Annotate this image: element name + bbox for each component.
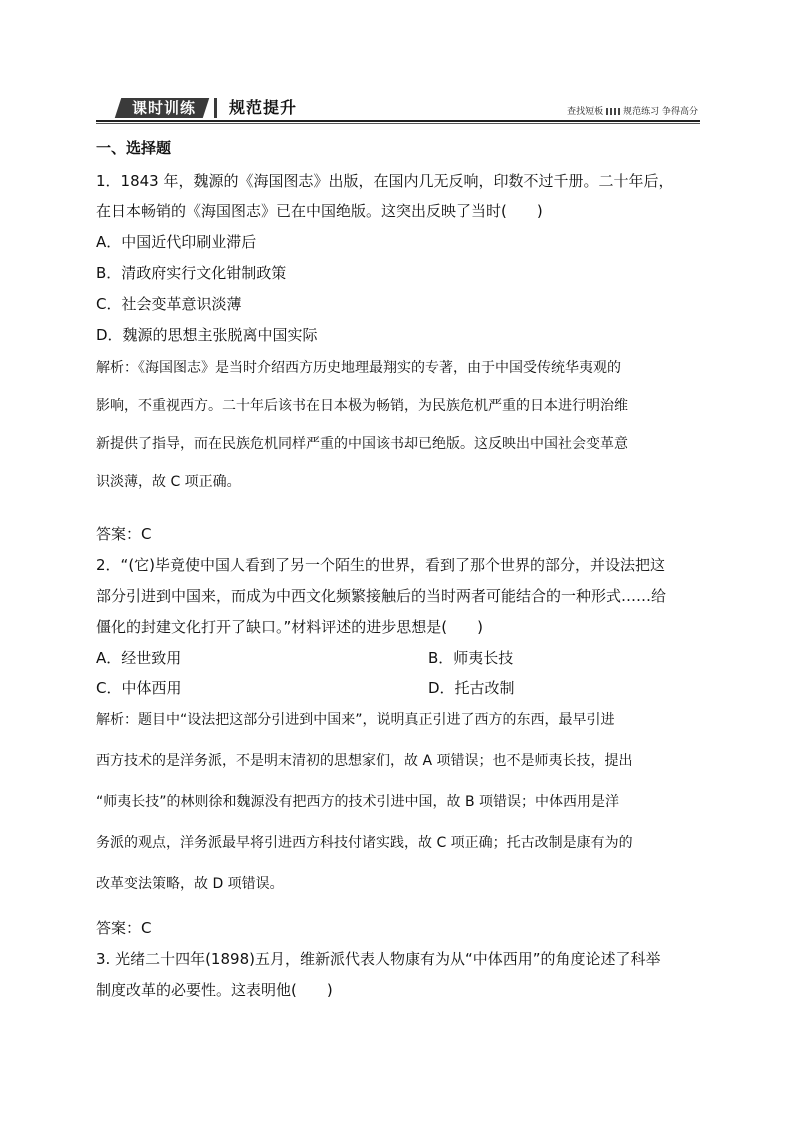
q2-analysis-line: 解析：题目中“设法把这部分引进到中国来”，说明真正引进了西方的东西，最早引进 [96, 712, 615, 728]
q1-option-a: A．中国近代印刷业滞后 [96, 233, 257, 251]
q2-option-c: C．中体西用 [96, 679, 182, 697]
q2-stem-line: 部分引进到中国来，而成为中西文化频繁接触后的当时两者可能结合的一种形式……给 [96, 587, 667, 605]
q2-answer: 答案：C [96, 919, 152, 937]
q2-analysis-line: “师夷长技”的林则徐和魏源没有把西方的技术引进中国，故 B 项错误；中体西用是洋 [96, 794, 620, 810]
header-rule [96, 120, 700, 122]
dots-icon [606, 108, 620, 115]
q1-option-d: D．魏源的思想主张脱离中国实际 [96, 326, 318, 344]
q3-stem-line: 3. 光绪二十四年(1898)五月，维新派代表人物康有为从“中体西用”的角度论述了科举 [96, 950, 661, 968]
q3-stem-line: 制度改革的必要性。这表明他( ) [96, 981, 333, 999]
q1-stem-line: 1．1843 年，魏源的《海国图志》出版，在国内几无反响，印数不过千册。二十年后， [96, 172, 674, 190]
q1-answer: 答案：C [96, 525, 152, 543]
q2-analysis-line: 务派的观点，洋务派最早将引进西方科技付诸实践，故 C 项正确；托古改制是康有为的 [96, 835, 633, 851]
q2-stem-line: 2．“(它)毕竟使中国人看到了另一个陌生的世界，看到了那个世界的部分，并设法把这 [96, 556, 666, 574]
q2-option-a: A．经世致用 [96, 649, 182, 667]
q1-analysis-line: 新提供了指导，而在民族危机同样严重的中国该书却已绝版。这反映出中国社会变革意 [96, 436, 628, 452]
q2-option-b: B．师夷长技 [428, 649, 514, 667]
q1-analysis-line: 影响，不重视西方。二十年后该书在日本极为畅销，为民族危机严重的日本进行明治维 [96, 398, 628, 414]
q2-stem-line: 僵化的封建文化打开了缺口。”材料评述的进步思想是( ) [96, 618, 483, 636]
q1-analysis-line: 识淡薄，故 C 项正确。 [96, 474, 241, 490]
page-header [96, 98, 700, 122]
header-slogan: 查找短板 规范练习 争得高分 [567, 107, 698, 117]
q2-option-d: D．托古改制 [428, 679, 515, 697]
q2-analysis-line: 改革变法策略，故 D 项错误。 [96, 876, 284, 892]
section-title: 一、选择题 [96, 139, 172, 157]
header-tag-left: 课时训练 [115, 98, 210, 118]
q1-option-b: B．清政府实行文化钳制政策 [96, 264, 287, 282]
q2-analysis-line: 西方技术的是洋务派，不是明末清初的思想家们，故 A 项错误；也不是师夷长技，提出 [96, 753, 633, 769]
q1-stem-line: 在日本畅销的《海国图志》已在中国绝版。这突出反映了当时( ) [96, 202, 543, 220]
q1-option-c: C．社会变革意识淡薄 [96, 295, 242, 313]
header-tag-right: 规范提升 [214, 98, 309, 118]
header-rule-thin [96, 123, 700, 124]
q1-analysis-line: 解析：《海国图志》是当时介绍西方历史地理最翔实的专著，由于中国受传统华夷观的 [96, 360, 621, 376]
